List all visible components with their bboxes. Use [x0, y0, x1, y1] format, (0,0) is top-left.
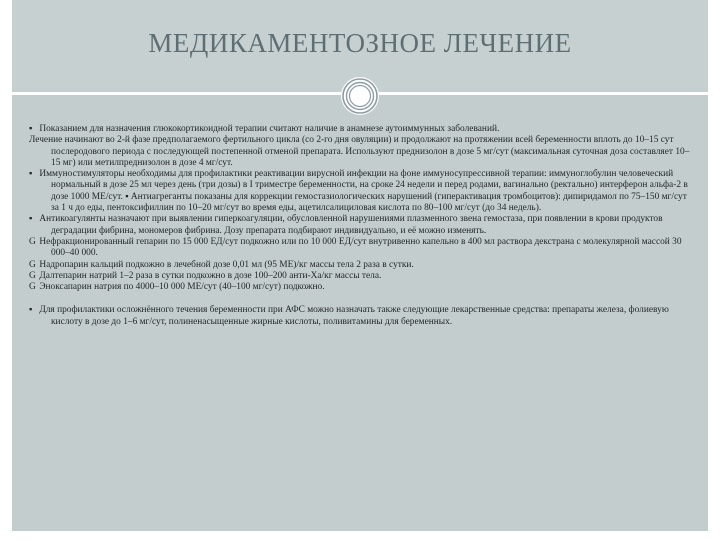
paragraph-text: Нефракционированный гепарин по 15 000 ЕД/сут подкожно или по 10 000 ЕД/сут внутривенно капельно в 400 мл раствора декстрана с молекулярной массой 30 000–40 000.: [39, 236, 682, 259]
paragraph-enoxaparin: [29, 282, 695, 293]
bullet-marker: G: [29, 270, 36, 281]
content-text: [29, 124, 695, 328]
bullet-marker: ▪: [29, 305, 33, 316]
paragraph-text: Эноксапарин натрия по 4000–10 000 МЕ/сут (40–100 мг/сут) подкожно.: [39, 282, 325, 293]
paragraph-text: Далтепарин натрий 1–2 раза в сутки подкожно в дозе 100–200 анти-Ха/кг массы тела.: [39, 270, 382, 281]
paragraph-text: Антикоагулянты назначают при выявлении гиперкоагуляции, обусловленной нарушениями плазменного звена гемостаза, при появлении в крови продуктов деградации фибрина, мономеров фибрина. Дозу препарата подбирают индивидуально, и её можно изменять.: [39, 214, 663, 236]
bullet-marker: G: [29, 282, 36, 293]
bullet-marker: ▪: [29, 169, 33, 180]
bullet-marker: G: [29, 236, 36, 247]
paragraph-dalteparin: [29, 271, 695, 282]
paragraph-spacer: [29, 293, 695, 305]
paragraph-text: Для профилактики осложнённого течения беременности при АФС можно назначать также следующие лекарственные средства: препараты железа, фолиевую кислоту в дозе до 1–6 мг/сут, полиненасыщенные жирные кислоты, поливитамины для беременных.: [39, 305, 669, 327]
paragraph-glucocorticoid-indication: [29, 124, 695, 135]
bullet-marker: ▪: [29, 124, 33, 134]
paragraph-text: Надропарин кальций подкожно в лечебной дозе 0,01 мл (95 МЕ)/кг массы тела 2 раза в сутки.: [39, 259, 414, 270]
concentric-circles-icon: [340, 76, 380, 116]
paragraph-aps-prophylaxis: [29, 305, 695, 328]
paragraph-nadroparin: [29, 260, 695, 271]
paragraph-heparin: [29, 237, 695, 260]
bullet-marker: G: [29, 259, 36, 270]
paragraph-immunostimulators: [29, 169, 695, 214]
slide-title: МЕДИКАМЕНТОЗНОЕ ЛЕЧЕНИЕ: [148, 28, 572, 58]
paragraph-anticoagulants: [29, 214, 695, 237]
bullet-marker: ▪: [29, 214, 33, 225]
paragraph-text: Лечение начинают во 2-й фазе предполагаемого фертильного цикла (со 2-го дня овуляции) и продолжают на протяжении всей беременности вплоть до 10–15 сут послеродового периода с последующей постепенной отменой препарата. Используют преднизолон в дозе 5 мг/сут (максимальная суточная доза составляет 10–15 мг) или метилпреднизолон в дозе 4 мг/сут.: [29, 135, 690, 168]
paragraph-text: Иммуностимуляторы необходимы для профилактики реактивации вирусной инфекции на фоне иммуносупрессивной терапии: иммуноглобулин человеческий нормальный в дозе 25 мл через день (три дозы) в I триместре беременности, на сроке 24 недели и перед родами, вагинально (ректально) интерферон альфа-2 в дозе 1000 МЕ/сут. ▪ Антиагреганты показаны для коррекции гемостазиологических нарушений (гиперактивация тромбоцитов): дипиридамол по 75–150 мг/сут за 1 ч до еды, пентоксифиллин по 10–20 мг/сут во время еды, ацетилсалициловая кислота по 80–100 мг/сут (до 34 недель).: [39, 169, 688, 214]
paragraph-text: Показанием для назначения глюкокортикоидной терапии считают наличие в анамнезе аутоиммунных заболеваний.: [39, 124, 500, 134]
paragraph-treatment-schedule: [29, 135, 695, 169]
